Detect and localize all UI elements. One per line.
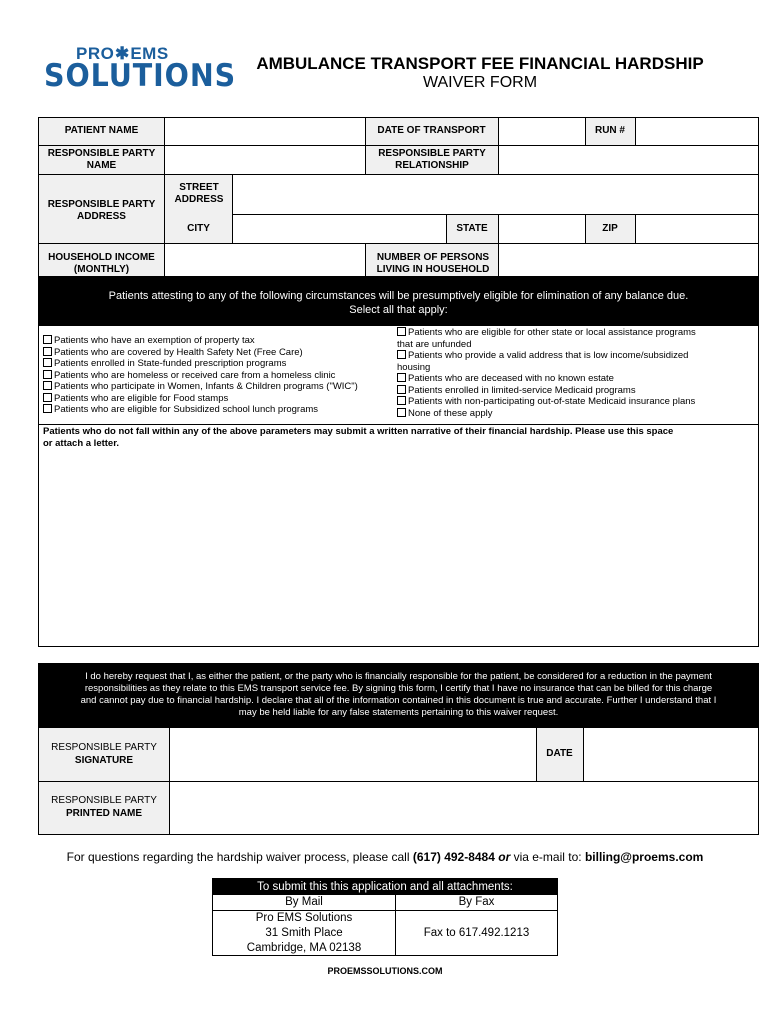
patient-name-field[interactable] bbox=[165, 118, 365, 145]
option-none-apply[interactable]: None of these apply bbox=[397, 408, 696, 420]
logo: SOLUTIONS bbox=[44, 58, 237, 94]
checkbox[interactable] bbox=[397, 350, 406, 359]
email-link[interactable]: billing@proems.com bbox=[584, 850, 704, 864]
checkbox[interactable] bbox=[43, 335, 52, 344]
form-title: AMBULANCE TRANSPORT FEE FINANCIAL HARDSHIP bbox=[256, 54, 704, 73]
signature-label: RESPONSIBLE PARTY SIGNATURE bbox=[51, 742, 157, 766]
state-field[interactable] bbox=[499, 215, 585, 243]
checkbox[interactable] bbox=[43, 347, 52, 356]
submission-table bbox=[212, 878, 558, 956]
contact-line: For questions regarding the hardship waiver process, please call (617) 492-8484 or via e-mail to: billing@proems.com bbox=[66, 850, 704, 864]
number-of-persons-label: NUMBER OF PERSONS LIVING IN HOUSEHOLD bbox=[376, 252, 490, 275]
eligibility-banner-line2: Select all that apply: bbox=[349, 304, 448, 316]
signature-field[interactable] bbox=[170, 728, 536, 781]
printed-name-field[interactable] bbox=[170, 782, 758, 834]
checkbox[interactable] bbox=[43, 393, 52, 402]
state-label: STATE bbox=[456, 223, 488, 234]
responsible-party-name-label: RESPONSIBLE PARTY NAME bbox=[47, 148, 156, 171]
checkbox[interactable] bbox=[397, 385, 406, 394]
checkbox[interactable] bbox=[397, 408, 406, 417]
responsible-party-relationship-label: RESPONSIBLE PARTY RELATIONSHIP bbox=[378, 148, 486, 171]
form-subtitle: WAIVER FORM bbox=[422, 74, 538, 91]
city-label: CITY bbox=[187, 223, 210, 234]
option-health-safety-net[interactable]: Patients who are covered by Health Safety Net (Free Care) bbox=[43, 347, 358, 359]
checkbox[interactable] bbox=[43, 370, 52, 379]
household-income-label: HOUSEHOLD INCOME (MONTHLY) bbox=[48, 252, 155, 275]
by-fax-label: By Fax bbox=[458, 896, 495, 908]
checkbox[interactable] bbox=[397, 327, 406, 336]
website-url[interactable]: PROEMSSOLUTIONS.COM bbox=[327, 966, 443, 976]
option-state-local-assistance[interactable]: Patients who are eligible for other state or local assistance programs bbox=[397, 327, 696, 339]
checkbox[interactable] bbox=[397, 396, 406, 405]
city-field[interactable] bbox=[233, 215, 446, 243]
printed-name-label: RESPONSIBLE PARTY PRINTED NAME bbox=[51, 795, 157, 819]
phone-number[interactable]: (617) 492-8484 bbox=[412, 850, 495, 864]
street-address-label: STREET ADDRESS bbox=[174, 182, 224, 205]
run-number-field[interactable] bbox=[636, 118, 758, 145]
logo-top-text: PRO✱EMS bbox=[76, 44, 169, 63]
option-low-income-housing[interactable]: Patients who provide a valid address that is low income/subsidized bbox=[397, 350, 696, 362]
option-continuation: housing bbox=[397, 361, 431, 373]
fax-number: Fax to 617.492.1213 bbox=[423, 927, 530, 939]
option-prescription-programs[interactable]: Patients enrolled in State-funded prescription programs bbox=[43, 358, 358, 370]
number-of-persons-field[interactable] bbox=[499, 244, 758, 276]
responsible-party-relationship-field[interactable] bbox=[499, 146, 758, 174]
date-of-transport-field[interactable] bbox=[499, 118, 585, 145]
date-label: DATE bbox=[546, 748, 573, 759]
date-of-transport-label: DATE OF TRANSPORT bbox=[377, 125, 486, 136]
option-homeless[interactable]: Patients who are homeless or received care from a homeless clinic bbox=[43, 370, 358, 382]
street-address-field[interactable] bbox=[233, 175, 758, 214]
by-mail-label: By Mail bbox=[285, 896, 323, 908]
star-of-life-icon: ✱ bbox=[114, 44, 130, 63]
checkbox[interactable] bbox=[397, 373, 406, 382]
patient-name-label: PATIENT NAME bbox=[64, 125, 139, 136]
eligibility-banner bbox=[38, 277, 759, 325]
option-limited-medicaid[interactable]: Patients enrolled in limited-service Medicaid programs bbox=[397, 385, 696, 397]
option-property-tax[interactable]: Patients who have an exemption of property tax bbox=[43, 335, 358, 347]
eligibility-banner-line1: Patients attesting to any of the following circumstances will be presumptively eligible for elimination of any balance due. bbox=[108, 290, 689, 302]
narrative-instruction: Patients who do not fall within any of the above parameters may submit a written narrative of their financial hardship. Please use this space or attach a letter. bbox=[43, 426, 674, 449]
household-income-field[interactable] bbox=[165, 244, 365, 276]
checkbox[interactable] bbox=[43, 404, 52, 413]
mailing-address: Pro EMS Solutions 31 Smith Place Cambridge, MA 02138 bbox=[246, 912, 362, 954]
option-continuation: that are unfunded bbox=[397, 338, 472, 350]
checkbox[interactable] bbox=[43, 358, 52, 367]
responsible-party-address-label: RESPONSIBLE PARTY ADDRESS bbox=[47, 199, 156, 222]
option-out-of-state-medicaid[interactable]: Patients with non-participating out-of-state Medicaid insurance plans bbox=[397, 396, 696, 408]
submission-header: To submit this this application and all attachments: bbox=[213, 879, 557, 895]
left-options-list bbox=[43, 335, 358, 416]
option-school-lunch[interactable]: Patients who are eligible for Subsidized school lunch programs bbox=[43, 404, 358, 416]
responsible-party-name-field[interactable] bbox=[165, 146, 365, 174]
zip-field[interactable] bbox=[636, 215, 758, 243]
right-options-list bbox=[397, 327, 696, 419]
zip-label: ZIP bbox=[602, 223, 618, 234]
date-field[interactable] bbox=[584, 728, 758, 781]
declaration-text: I do hereby request that I, as either the patient, or the party who is financially responsible for the patient, be considered for a reduction in the payment responsibilities as they relate to this EMS transport service fee. By signing this form, I certify that I have no insurance that can be billed for this charge and cannot pay due to financial hardship. I declare that all of the information contained in this document is true and accurate. Further I understand that I may be held liable for any false statements pertaining to this waiver request. bbox=[38, 663, 759, 727]
option-wic[interactable]: Patients who participate in Women, Infants & Children programs ("WIC") bbox=[43, 381, 358, 393]
option-deceased[interactable]: Patients who are deceased with no known estate bbox=[397, 373, 696, 385]
run-number-label: RUN # bbox=[594, 125, 625, 136]
narrative-textarea[interactable] bbox=[40, 452, 757, 645]
option-food-stamps[interactable]: Patients who are eligible for Food stamps bbox=[43, 393, 358, 405]
checkbox[interactable] bbox=[43, 381, 52, 390]
